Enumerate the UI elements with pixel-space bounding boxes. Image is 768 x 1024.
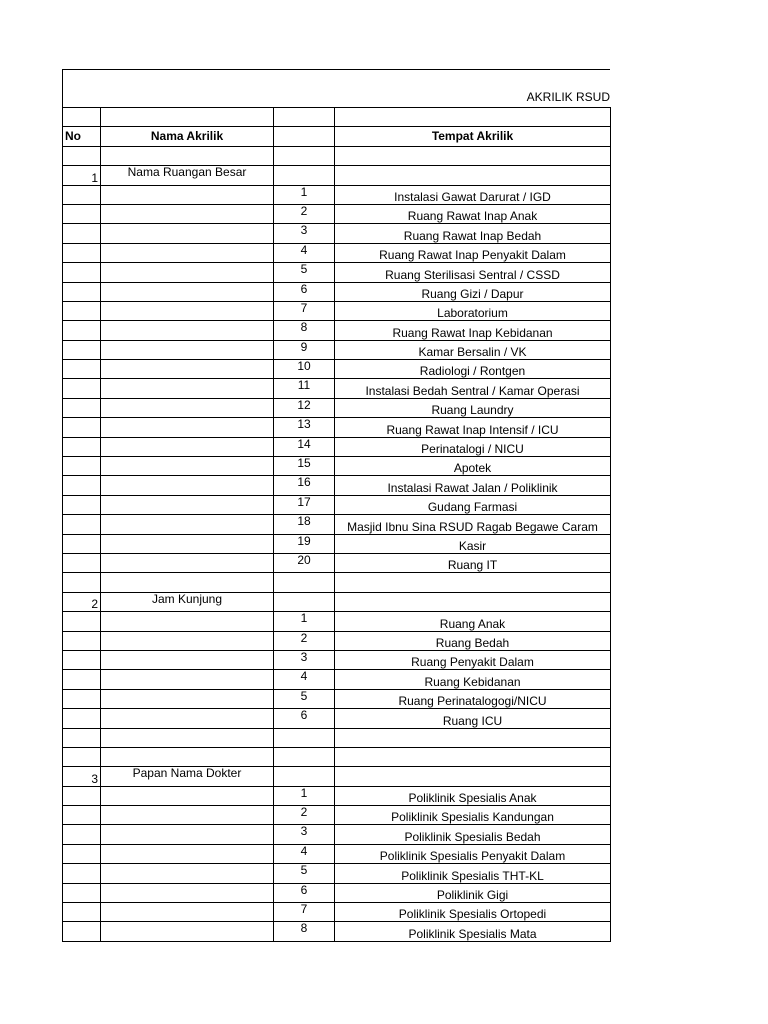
row-place: Ruang Perinatalogogi/NICU	[335, 689, 611, 708]
row-place: Ruang Laundry	[335, 398, 611, 417]
row-name-empty	[101, 612, 274, 631]
blank-row	[63, 573, 611, 592]
table-row	[63, 844, 611, 863]
row-number: 7	[274, 301, 335, 320]
table-row	[63, 612, 611, 631]
row-no-empty	[63, 825, 101, 844]
row-place: Ruang Rawat Inap Intensif / ICU	[335, 418, 611, 437]
row-number: 16	[274, 476, 335, 495]
row-name-empty	[101, 786, 274, 805]
title-row	[62, 69, 610, 107]
row-no-empty	[63, 340, 101, 359]
row-no-empty	[63, 301, 101, 320]
header-no: No	[63, 127, 101, 146]
row-name-empty	[101, 709, 274, 728]
row-name-empty	[101, 844, 274, 863]
row-number: 6	[274, 709, 335, 728]
table-row	[63, 825, 611, 844]
row-place: Instalasi Bedah Sentral / Kamar Operasi	[335, 379, 611, 398]
group-place-empty	[335, 166, 611, 185]
table-row	[63, 321, 611, 340]
row-name-empty	[101, 650, 274, 669]
row-no-empty	[63, 263, 101, 282]
row-name-empty	[101, 457, 274, 476]
row-no-empty	[63, 670, 101, 689]
row-no-empty	[63, 204, 101, 223]
row-number: 1	[274, 786, 335, 805]
row-place: Poliklinik Gigi	[335, 883, 611, 902]
table-row	[63, 650, 611, 669]
table-row	[63, 457, 611, 476]
row-name-empty	[101, 224, 274, 243]
row-number: 1	[274, 185, 335, 204]
row-place: Ruang Anak	[335, 612, 611, 631]
row-place: Ruang Penyakit Dalam	[335, 650, 611, 669]
row-number: 7	[274, 903, 335, 922]
row-number: 17	[274, 495, 335, 514]
row-name-empty	[101, 883, 274, 902]
row-no-empty	[63, 806, 101, 825]
row-place: Gudang Farmasi	[335, 495, 611, 514]
table-row	[63, 553, 611, 572]
row-name-empty	[101, 534, 274, 553]
table-row	[63, 243, 611, 262]
row-number: 15	[274, 457, 335, 476]
row-no-empty	[63, 476, 101, 495]
row-place: Kamar Bersalin / VK	[335, 340, 611, 359]
row-place: Ruang Gizi / Dapur	[335, 282, 611, 301]
row-name-empty	[101, 864, 274, 883]
row-number: 8	[274, 321, 335, 340]
acrylic-table	[62, 107, 611, 942]
row-place: Ruang Sterilisasi Sentral / CSSD	[335, 263, 611, 282]
row-name-empty	[101, 825, 274, 844]
group-row	[63, 767, 611, 786]
row-number: 13	[274, 418, 335, 437]
row-name-empty	[101, 282, 274, 301]
row-name-empty	[101, 515, 274, 534]
row-no-empty	[63, 437, 101, 456]
table-row	[63, 689, 611, 708]
row-no-empty	[63, 495, 101, 514]
row-name-empty	[101, 340, 274, 359]
group-name: Papan Nama Dokter	[101, 767, 274, 786]
row-number: 4	[274, 670, 335, 689]
row-place: Poliklinik Spesialis Kandungan	[335, 806, 611, 825]
row-number: 2	[274, 204, 335, 223]
header-row	[63, 127, 611, 146]
row-name-empty	[101, 263, 274, 282]
row-place: Poliklinik Spesialis Anak	[335, 786, 611, 805]
row-number: 10	[274, 360, 335, 379]
row-number: 8	[274, 922, 335, 941]
blank-row	[63, 747, 611, 766]
row-place: Apotek	[335, 457, 611, 476]
row-no-empty	[63, 282, 101, 301]
table-row	[63, 301, 611, 320]
row-no-empty	[63, 321, 101, 340]
row-number: 4	[274, 844, 335, 863]
row-number: 14	[274, 437, 335, 456]
row-name-empty	[101, 476, 274, 495]
group-no: 1	[63, 166, 101, 185]
row-number: 2	[274, 631, 335, 650]
row-place: Poliklinik Spesialis Bedah	[335, 825, 611, 844]
row-no-empty	[63, 883, 101, 902]
row-number: 12	[274, 398, 335, 417]
row-no-empty	[63, 844, 101, 863]
row-place: Poliklinik Spesialis Ortopedi	[335, 903, 611, 922]
row-place: Ruang Kebidanan	[335, 670, 611, 689]
group-num-empty	[274, 592, 335, 611]
row-no-empty	[63, 243, 101, 262]
row-no-empty	[63, 922, 101, 941]
row-place: Poliklinik Spesialis Mata	[335, 922, 611, 941]
row-place: Ruang Bedah	[335, 631, 611, 650]
row-name-empty	[101, 495, 274, 514]
row-no-empty	[63, 360, 101, 379]
row-name-empty	[101, 204, 274, 223]
table-row	[63, 515, 611, 534]
row-place: Ruang Rawat Inap Penyakit Dalam	[335, 243, 611, 262]
row-name-empty	[101, 631, 274, 650]
table-row	[63, 883, 611, 902]
row-no-empty	[63, 185, 101, 204]
row-no-empty	[63, 224, 101, 243]
table-row	[63, 534, 611, 553]
sheet-title: AKRILIK RSUD	[526, 90, 610, 104]
row-name-empty	[101, 922, 274, 941]
row-place: Ruang ICU	[335, 709, 611, 728]
table-row	[63, 185, 611, 204]
row-no-empty	[63, 709, 101, 728]
row-name-empty	[101, 360, 274, 379]
row-place: Masjid Ibnu Sina RSUD Ragab Begawe Caram	[335, 515, 611, 534]
row-place: Laboratorium	[335, 301, 611, 320]
table-row	[63, 204, 611, 223]
row-no-empty	[63, 612, 101, 631]
row-place: Radiologi / Rontgen	[335, 360, 611, 379]
table-row	[63, 476, 611, 495]
row-place: Ruang Rawat Inap Anak	[335, 204, 611, 223]
row-number: 18	[274, 515, 335, 534]
row-number: 5	[274, 689, 335, 708]
row-name-empty	[101, 670, 274, 689]
table-row	[63, 360, 611, 379]
row-name-empty	[101, 301, 274, 320]
group-row	[63, 166, 611, 185]
group-name: Jam Kunjung	[101, 592, 274, 611]
row-number: 4	[274, 243, 335, 262]
row-number: 6	[274, 282, 335, 301]
row-number: 19	[274, 534, 335, 553]
row-no-empty	[63, 398, 101, 417]
row-no-empty	[63, 379, 101, 398]
row-name-empty	[101, 185, 274, 204]
row-no-empty	[63, 689, 101, 708]
row-number: 3	[274, 825, 335, 844]
table-row	[63, 709, 611, 728]
table-row	[63, 379, 611, 398]
blank-row	[63, 108, 611, 127]
row-number: 11	[274, 379, 335, 398]
row-name-empty	[101, 437, 274, 456]
row-place: Perinatalogi / NICU	[335, 437, 611, 456]
table-row	[63, 786, 611, 805]
row-place: Ruang Rawat Inap Bedah	[335, 224, 611, 243]
row-name-empty	[101, 418, 274, 437]
row-number: 1	[274, 612, 335, 631]
row-number: 9	[274, 340, 335, 359]
table-row	[63, 437, 611, 456]
table-row	[63, 263, 611, 282]
row-no-empty	[63, 553, 101, 572]
table-row	[63, 903, 611, 922]
row-number: 20	[274, 553, 335, 572]
table-row	[63, 922, 611, 941]
table-row	[63, 340, 611, 359]
row-name-empty	[101, 553, 274, 572]
row-number: 6	[274, 883, 335, 902]
group-name: Nama Ruangan Besar	[101, 166, 274, 185]
row-no-empty	[63, 786, 101, 805]
blank-row	[63, 728, 611, 747]
row-name-empty	[101, 903, 274, 922]
group-num-empty	[274, 166, 335, 185]
row-no-empty	[63, 457, 101, 476]
table-row	[63, 670, 611, 689]
table-row	[63, 495, 611, 514]
row-no-empty	[63, 903, 101, 922]
row-number: 5	[274, 864, 335, 883]
row-number: 3	[274, 650, 335, 669]
row-place: Poliklinik Spesialis Penyakit Dalam	[335, 844, 611, 863]
row-no-empty	[63, 631, 101, 650]
row-no-empty	[63, 650, 101, 669]
header-place: Tempat Akrilik	[335, 127, 611, 146]
row-no-empty	[63, 534, 101, 553]
table-row	[63, 864, 611, 883]
group-no: 3	[63, 767, 101, 786]
row-no-empty	[63, 418, 101, 437]
table-body	[63, 108, 611, 942]
group-no: 2	[63, 592, 101, 611]
row-place: Ruang IT	[335, 553, 611, 572]
row-name-empty	[101, 379, 274, 398]
table-row	[63, 282, 611, 301]
table-row	[63, 806, 611, 825]
row-place: Kasir	[335, 534, 611, 553]
row-name-empty	[101, 243, 274, 262]
row-name-empty	[101, 398, 274, 417]
group-place-empty	[335, 592, 611, 611]
row-name-empty	[101, 321, 274, 340]
header-num	[274, 127, 335, 146]
table-row	[63, 418, 611, 437]
group-row	[63, 592, 611, 611]
row-place: Instalasi Gawat Darurat / IGD	[335, 185, 611, 204]
spreadsheet	[62, 69, 610, 942]
row-name-empty	[101, 806, 274, 825]
row-place: Poliklinik Spesialis THT-KL	[335, 864, 611, 883]
group-place-empty	[335, 767, 611, 786]
row-number: 2	[274, 806, 335, 825]
blank-row	[63, 146, 611, 165]
header-name: Nama Akrilik	[101, 127, 274, 146]
table-row	[63, 398, 611, 417]
row-place: Ruang Rawat Inap Kebidanan	[335, 321, 611, 340]
row-name-empty	[101, 689, 274, 708]
group-num-empty	[274, 767, 335, 786]
table-row	[63, 631, 611, 650]
row-place: Instalasi Rawat Jalan / Poliklinik	[335, 476, 611, 495]
row-no-empty	[63, 515, 101, 534]
row-number: 3	[274, 224, 335, 243]
row-number: 5	[274, 263, 335, 282]
row-no-empty	[63, 864, 101, 883]
table-row	[63, 224, 611, 243]
